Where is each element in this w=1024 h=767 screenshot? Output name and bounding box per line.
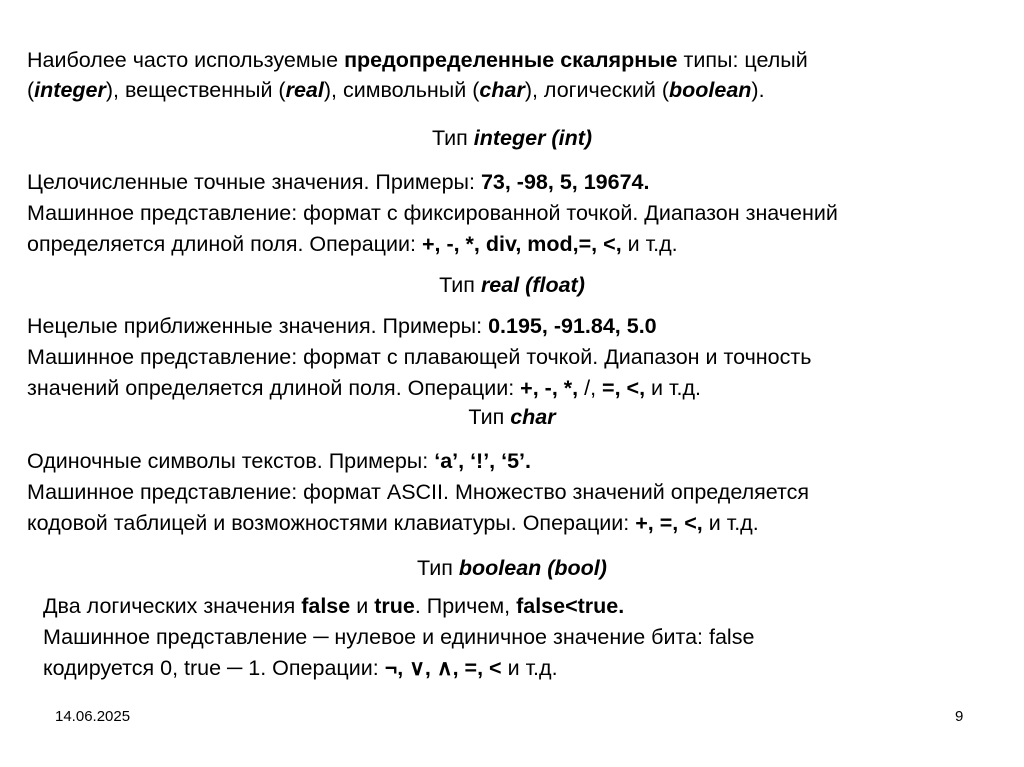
heading-char	[0, 402, 1024, 432]
operations: +, =, <,	[635, 511, 703, 535]
type-keyword: boolean	[668, 78, 752, 102]
heading-prefix: Тип	[468, 405, 511, 429]
char-line-1	[27, 446, 531, 476]
type-keyword: char	[479, 78, 525, 102]
body-text: Машинное представление: формат ASCII. Множество значений определяется	[27, 480, 809, 504]
body-text: . Причем,	[414, 594, 517, 618]
page-number: 9	[955, 708, 964, 725]
heading-boolean	[0, 553, 1024, 583]
heading-prefix: Тип	[417, 556, 459, 580]
boolean-line-2	[43, 622, 754, 652]
operations: +, -, *, div, mod,=, <,	[421, 232, 622, 256]
intro-emphasis: предопределенные скалярные	[344, 48, 678, 72]
real-line-3	[27, 373, 701, 403]
integer-line-1	[27, 167, 649, 197]
operations: =, <,	[602, 376, 646, 400]
body-text: и т.д.	[645, 376, 701, 400]
examples: ‘a’, ‘!’, ‘5’.	[434, 449, 532, 473]
body-text: Нецелые приближенные значения. Примеры:	[27, 314, 489, 338]
heading-prefix: Тип	[431, 126, 474, 150]
body-text: Одиночные символы текстов. Примеры:	[27, 449, 435, 473]
intro-text: ), вещественный (	[105, 78, 286, 102]
intro-line-1	[27, 45, 808, 75]
intro-text: ).	[751, 78, 765, 102]
value-true: true	[374, 594, 415, 618]
real-line-1	[27, 311, 657, 341]
intro-text: Наиболее часто используемые	[27, 48, 345, 72]
boolean-line-3	[43, 653, 558, 683]
heading-type-name: integer (int)	[473, 126, 593, 150]
body-text: Машинное представление: формат с плавающей точкой. Диапазон и точность	[27, 345, 812, 369]
intro-text: типы: целый	[677, 48, 808, 72]
type-keyword: real	[285, 78, 324, 102]
body-text: Машинное представление: формат с фиксированной точкой. Диапазон значений	[27, 201, 838, 225]
heading-type-name: char	[510, 405, 556, 429]
body-text: и т.д.	[501, 656, 558, 680]
integer-line-3	[27, 229, 678, 259]
heading-integer	[0, 123, 1024, 153]
operations: ¬, ∨, ∧, =, <	[384, 656, 502, 680]
intro-text: ), логический (	[524, 78, 669, 102]
body-text: и т.д.	[621, 232, 678, 256]
body-text: Целочисленные точные значения. Примеры:	[27, 170, 481, 194]
body-text: и	[350, 594, 375, 618]
value-false: false	[301, 594, 351, 618]
heading-type-name: boolean (bool)	[458, 556, 607, 580]
body-text: Машинное представление ─ нулевое и единичное значение бита: false	[43, 625, 755, 649]
examples: false<true.	[516, 594, 625, 618]
operations: +, -, *,	[520, 376, 579, 400]
body-text: /,	[578, 376, 603, 400]
body-text: кодовой таблицей и возможностями клавиатуры. Операции:	[27, 511, 636, 535]
type-keyword: integer	[34, 78, 106, 102]
intro-text: ), символьный (	[323, 78, 480, 102]
boolean-line-1	[43, 591, 624, 621]
intro-line-2	[27, 75, 765, 105]
body-text: Два логических значения	[43, 594, 302, 618]
integer-line-2	[27, 198, 838, 228]
footer-date: 14.06.2025	[55, 708, 131, 725]
body-text: и т.д.	[702, 511, 759, 535]
examples: 0.195, -91.84, 5.0	[488, 314, 657, 338]
heading-type-name: real (float)	[480, 273, 585, 297]
body-text: кодируется 0, true ─ 1. Операции:	[43, 656, 385, 680]
char-line-3	[27, 508, 759, 538]
heading-real	[0, 270, 1024, 300]
body-text: значений определяется длиной поля. Операции:	[27, 376, 521, 400]
body-text: определяется длиной поля. Операции:	[27, 232, 422, 256]
examples: 73, -98, 5, 19674.	[480, 170, 650, 194]
intro-text: (	[27, 78, 35, 102]
heading-prefix: Тип	[439, 273, 481, 297]
real-line-2	[27, 342, 811, 372]
char-line-2	[27, 477, 809, 507]
